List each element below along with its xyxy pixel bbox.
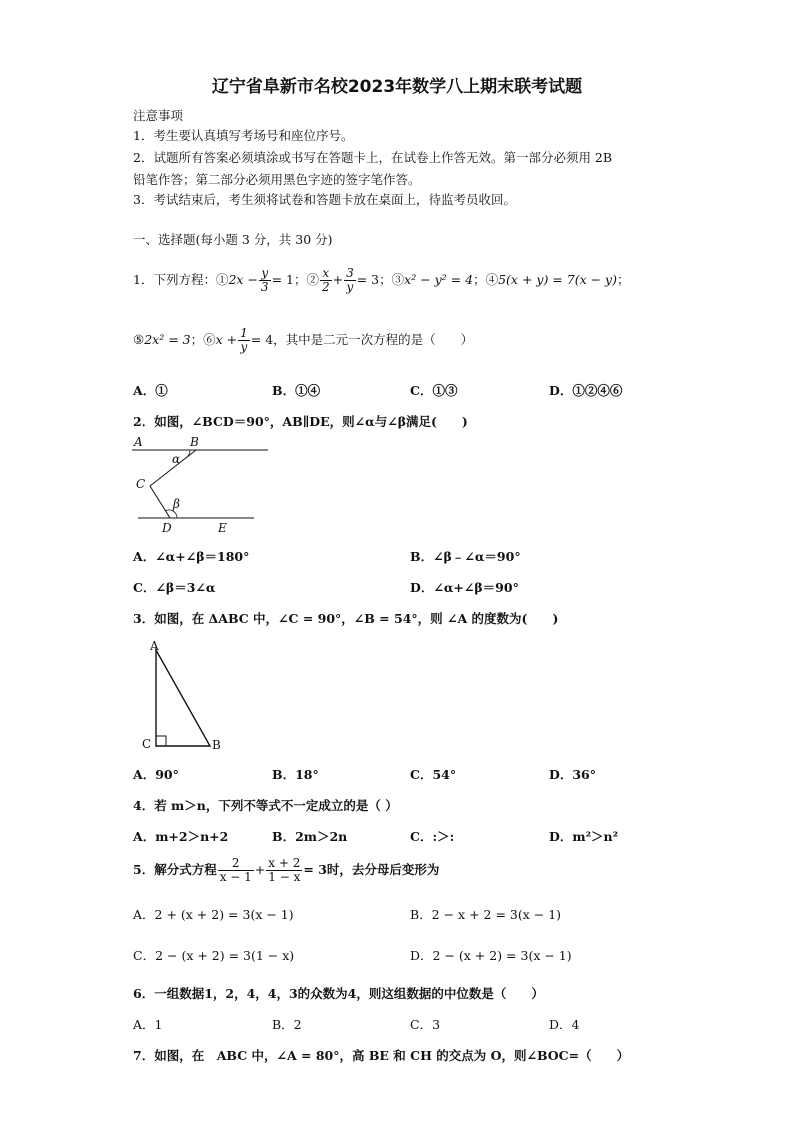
question-1-line1 (133, 264, 630, 296)
q1-eq2-fraction1 (320, 267, 332, 294)
q5-stem-prefix: 5．解分式方程 (133, 862, 217, 877)
q5-fraction2 (266, 857, 302, 884)
q1-prefix: 1．下列方程：① (133, 272, 229, 287)
q3-option-b[interactable]: B．18° (272, 767, 319, 782)
label-c: C (136, 477, 146, 491)
q6-option-b[interactable]: B．2 (272, 1017, 302, 1032)
q1-option-a[interactable]: A．① (133, 383, 168, 398)
question-4-stem: 4．若 m＞n，下列不等式不一定成立的是（ ） (133, 798, 398, 813)
question-5-stem (133, 854, 439, 886)
label-c: C (142, 737, 152, 751)
q5-fraction1 (218, 857, 254, 884)
numerator: 1 (240, 326, 248, 340)
q1-line2-prefix: ⑤ (133, 332, 145, 347)
q1-eq6b: = 4 (250, 332, 274, 347)
q1-eq1b: = 1；② (271, 272, 319, 287)
q5-option-a[interactable]: A．2 + (x + 2) = 3(x − 1) (133, 907, 294, 922)
label-e: E (218, 521, 227, 535)
numerator: x (320, 267, 332, 281)
q3-option-a[interactable]: A．90° (133, 767, 179, 782)
numerator: 2 (218, 857, 254, 871)
denominator: y (346, 280, 354, 294)
question-6-stem: 6．一组数据1，2，4，4，3的众数为4，则这组数据的中位数是（ ） (133, 986, 544, 1001)
q1-eq1a: 2x − (228, 272, 258, 287)
q1-eq2-fraction2 (344, 267, 356, 294)
right-angle-mark (156, 736, 166, 746)
q1-eq3: x² − y² = 4 (404, 272, 474, 287)
question-2-stem: 2．如图，∠BCD＝90°，AB∥DE，则∠α与∠β满足( ) (133, 414, 468, 429)
numerator: y (259, 267, 271, 281)
denominator: 1 − x (268, 870, 301, 884)
q5-option-d[interactable]: D．2 − (x + 2) = 3(x − 1) (410, 948, 572, 963)
q3-figure (140, 638, 240, 754)
q6-option-d[interactable]: D．4 (549, 1017, 580, 1032)
q1-eq2b: = 3；③ (356, 272, 405, 287)
q3-option-d[interactable]: D．36° (549, 767, 596, 782)
q1-eq4-end: ； (617, 272, 630, 287)
section-heading: 一、选择题(每小题 3 分，共 30 分) (133, 232, 333, 247)
q4-option-a[interactable]: A．m+2＞n+2 (133, 829, 229, 844)
q5-stem-suffix: = 3时，去分母后变形为 (303, 862, 440, 877)
q4-option-c[interactable]: C．:＞: (410, 829, 455, 844)
label-b: B (190, 435, 199, 449)
q1-eq6-end: ，其中是二元一次方程的是（ ） (273, 332, 474, 347)
segment-cd (150, 486, 170, 518)
label-a: A (150, 639, 159, 653)
q2-option-a[interactable]: A．∠α+∠β＝180° (133, 549, 250, 564)
numerator: 3 (346, 266, 354, 280)
q1-eq2-plus: + (332, 272, 344, 287)
q2-option-d[interactable]: D．∠α+∠β＝90° (410, 580, 519, 595)
q2-figure (130, 432, 270, 538)
q1-option-d[interactable]: D．①②④⑥ (549, 383, 623, 398)
q1-option-c[interactable]: C．①③ (410, 383, 458, 398)
notice-item: 1．考生要认真填写考场号和座位序号。 (133, 128, 354, 143)
q4-option-d[interactable]: D．m²＞n² (549, 829, 619, 844)
q3-option-c[interactable]: C．54° (410, 767, 457, 782)
angle-beta-arc (165, 510, 177, 518)
notice-item: 3．考试结束后，考生须将试卷和答题卡放在桌面上，待监考员收回。 (133, 192, 516, 207)
label-a: A (134, 435, 143, 449)
label-beta: β (173, 497, 180, 511)
denominator: 2 (321, 280, 330, 294)
q6-option-c[interactable]: C．3 (410, 1017, 441, 1032)
q1-eq1-fraction (259, 267, 271, 294)
notice-item: 铅笔作答；第二部分必须用黑色字迹的签字笔作答。 (133, 172, 421, 187)
question-3-stem: 3．如图，在 ΔABC 中，∠C = 90°，∠B = 54°，则 ∠A 的度数为( ) (133, 611, 559, 626)
q1-eq4: 5(x + y) = 7(x − y) (498, 272, 617, 287)
denominator: x − 1 (219, 870, 252, 884)
q1-eq6-fraction (238, 327, 250, 354)
q5-option-b[interactable]: B．2 − x + 2 = 3(x − 1) (410, 907, 562, 922)
numerator: x + 2 (268, 856, 301, 870)
notice-heading: 注意事项 (133, 108, 184, 123)
notice-item: 2．试题所有答案必须填涂或书写在答题卡上，在试卷上作答无效。第一部分必须用 2B (133, 150, 613, 165)
denominator: y (240, 340, 248, 354)
q2-option-c[interactable]: C．∠β＝3∠α (133, 580, 216, 595)
q1-eq5: 2x² = 3 (144, 332, 191, 347)
question-7-stem: 7．如图，在 ABC 中，∠A = 80°，高 BE 和 CH 的交点为 O，则∠BOC=（ ） (133, 1048, 630, 1063)
question-1-line2 (133, 324, 473, 356)
q2-option-b[interactable]: B．∠β﹣∠α＝90° (410, 549, 521, 564)
q1-eq6a: x + (215, 332, 238, 347)
label-d: D (162, 521, 172, 535)
q1-eq4-prefix: ；④ (473, 272, 499, 287)
denominator: 3 (260, 280, 269, 294)
q4-option-b[interactable]: B．2m＞2n (272, 829, 348, 844)
label-b: B (212, 738, 221, 752)
label-alpha: α (172, 452, 181, 466)
q5-plus: + (254, 862, 266, 877)
q6-option-a[interactable]: A．1 (133, 1017, 163, 1032)
q1-eq6-prefix: ；⑥ (190, 332, 216, 347)
triangle-abc (156, 650, 210, 746)
page-title: 辽宁省阜新市名校2023年数学八上期末联考试题 (211, 77, 583, 97)
q5-option-c[interactable]: C．2 − (x + 2) = 3(1 − x) (133, 948, 295, 963)
q1-option-b[interactable]: B．①④ (272, 383, 321, 398)
